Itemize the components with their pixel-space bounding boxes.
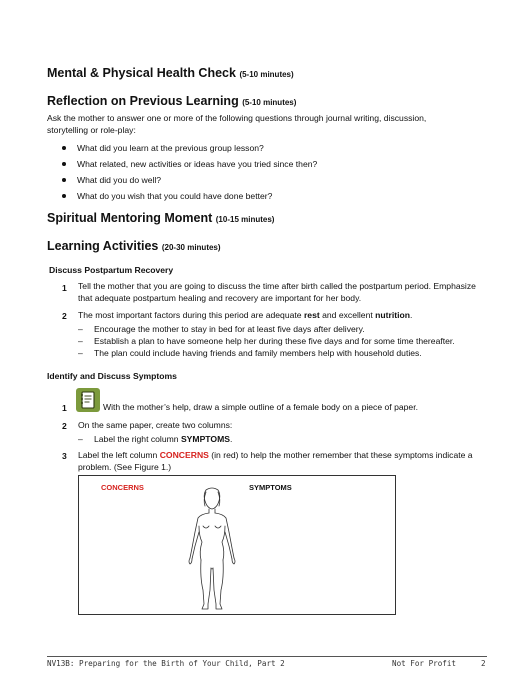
female-body-outline [177,486,247,614]
list-item: – Label the right column SYMPTOMS. [78,434,233,444]
reflection-heading: Reflection on Previous Learning (5-10 minutes) [47,94,297,108]
spiritual-heading: Spiritual Mentoring Moment (10-15 minutes) [47,211,275,225]
list-item: – The plan could include having friends and family members help with household duties. [78,348,422,358]
page-number: 2 [481,659,486,668]
symptoms-heading: Identify and Discuss Symptoms [47,371,177,381]
learning-heading: Learning Activities (20-30 minutes) [47,239,221,253]
list-item: What did you do well? [62,175,161,185]
item-number: 2 [62,421,67,431]
footer-title: NV13B: Preparing for the Birth of Your Child, Part 2 [47,659,285,668]
list-item: What did you learn at the previous group lesson? [62,143,264,153]
footer-notice: Not For Profit [392,659,457,668]
list-item: What do you wish that you could have done better? [62,191,272,201]
list-item: – Establish a plan to have someone help her during these five days and for some time thereafter. [78,336,455,346]
list-item: What related, new activities or ideas have you tried since then? [62,159,317,169]
list-item: – Encourage the mother to stay in bed for at least five days after delivery. [78,324,365,334]
item-number: 3 [62,451,67,461]
symptoms-item-2: On the same paper, create two columns: [78,420,233,430]
postpartum-item-2: The most important factors during this period are adequate rest and excellent nutrition. [78,310,413,320]
postpartum-heading: Discuss Postpartum Recovery [49,265,174,275]
symptoms-item-1: With the mother’s help, draw a simple outline of a female body on a piece of paper. [103,402,418,412]
symptoms-item-3: Label the left column CONCERNS (in red) to help the mother remember that these symptoms indicate a problem. (See Figure 1.) [78,450,473,472]
reflection-intro: Ask the mother to answer one or more of the following questions through journal writing, discussion, storytelling or role-play: [47,113,427,135]
journal-icon [76,388,100,412]
item-number: 2 [62,311,67,321]
footer-divider [47,656,487,657]
symptoms-label: SYMPTOMS [249,483,292,492]
postpartum-item-1: Tell the mother that you are going to discuss the time after birth called the postpartum period. Emphasize that adequate postpartum healing and recovery are important for her body. [78,281,476,303]
figure-1 [78,475,396,615]
item-number: 1 [62,403,67,413]
concerns-label: CONCERNS [101,483,144,492]
health-check-heading: Mental & Physical Health Check (5-10 minutes) [47,66,294,80]
item-number: 1 [62,283,67,293]
